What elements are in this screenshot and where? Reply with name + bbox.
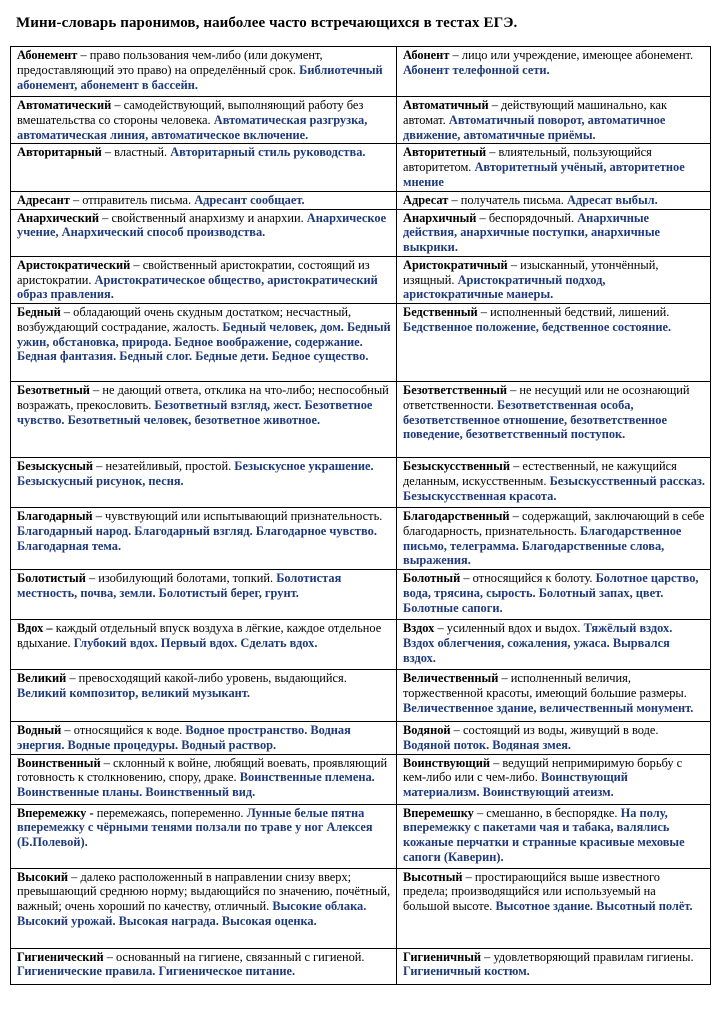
paronym-example: Анархическое учение, Анархический способ производства.	[17, 210, 387, 240]
paronym-cell-right	[397, 304, 711, 382]
paronym-example: Благодарный народ. Благодарный взгляд. Благодарное чувство. Благодарная тема.	[17, 523, 377, 553]
paronym-cell-right	[397, 948, 711, 984]
paronym-term: Водяной	[403, 723, 451, 737]
paronym-term: Бедный	[17, 305, 61, 319]
paronym-term: Адресат	[403, 192, 449, 207]
paronym-example: Автоматическая разгрузка, автоматическая линия, автоматическое включение.	[17, 112, 368, 142]
paronym-term: Анархичный	[403, 210, 477, 225]
paronym-definition: – обладающий очень скудным достатком; несчастный, возбуждающий сострадание, жалость.	[17, 305, 352, 334]
paronym-term: Болотистый	[17, 571, 86, 585]
paronym-definition: – естественный, не кажущийся деланным, искусственным.	[403, 459, 677, 488]
paronym-row	[11, 670, 711, 722]
paronym-cell-right	[397, 144, 711, 191]
paronym-example: Высотное здание. Высотный полёт.	[495, 899, 693, 913]
paronym-example: Аристократическое общество, аристократический образ правления.	[17, 272, 378, 302]
paronym-cell-right	[397, 97, 711, 144]
paronym-definition: – простирающийся выше известного предела; производящийся или используемый на большой высоте.	[403, 869, 660, 913]
paronym-cell-left	[11, 754, 397, 804]
paronym-definition: – чувствующий или испытывающий признательность.	[92, 509, 383, 523]
paronym-definition: – лицо или учреждение, имеющее абонемент.	[449, 48, 694, 62]
paronym-example: Благодарственное письмо, телеграмма. Благодарственные слова, выражения.	[403, 523, 682, 568]
paronym-example: Абонент телефонной сети.	[403, 62, 550, 77]
paronym-term: Абонемент	[17, 48, 78, 62]
paronym-term: Безыскусственный	[403, 459, 510, 473]
paronym-definition: – исполненный бедствий, лишений.	[477, 305, 670, 319]
paronym-row	[11, 458, 711, 508]
paronym-cell-left	[11, 382, 397, 458]
paronym-term: Аристократичный	[403, 257, 508, 272]
paronym-term: Вздох	[403, 621, 435, 635]
paronym-term: Воинствующий	[403, 755, 490, 770]
paronym-row	[11, 722, 711, 755]
paronym-definition: – незатейливый, простой.	[93, 459, 235, 473]
paronym-cell-left	[11, 256, 397, 303]
paronym-term: Автоматичный	[403, 98, 489, 112]
paronym-cell-left	[11, 508, 397, 570]
paronym-definition: – склонный к войне, любящий воевать, проявляющий готовность к столкновению, спору, драке.	[17, 755, 388, 785]
paronym-term: Авторитетный	[403, 145, 487, 160]
paronym-example: Лунные белые пятна вперемежку с чёрными тенями ползали по траве у ног Алексея (Б.Полевой).	[17, 805, 373, 849]
paronym-example: Адресат выбыл.	[566, 192, 658, 207]
paronym-example: Болотистая местность, почва, земли. Болотистый берег, грунт.	[17, 571, 342, 600]
paronym-definition: – превосходящий какой-либо уровень, выдающийся.	[66, 671, 347, 685]
paronym-example: Глубокий вдох. Первый вдох. Сделать вдох.	[73, 635, 318, 650]
paronym-cell-left	[11, 47, 397, 97]
paronym-example: Воинствующий материализм. Воинствующий атеизм.	[403, 770, 628, 799]
paronym-definition: – исполненный величия, торжественной красоты, имеющий большие размеры.	[403, 671, 687, 700]
paronym-row	[11, 620, 711, 670]
paronym-definition: – изысканный, утончённый, изящный.	[403, 257, 659, 287]
paronym-definition: – свойственный аристократии, состоящий из аристократии.	[17, 257, 370, 287]
paronym-example: На полу, вперемежку с пакетами чая и табака, валялись кожаные перчатки и странные красивые меховые сапоги (Каверин).	[403, 805, 685, 864]
paronym-row	[11, 948, 711, 984]
paronym-example: Авторитетный учёный, авторитетное мнение	[403, 160, 685, 189]
paronym-example: Безыскусное украшение. Безыскусный рисунок, песня.	[17, 459, 374, 488]
paronym-cell-right	[397, 209, 711, 256]
paronym-example: Авторитарный стиль руководства.	[170, 145, 366, 160]
paronym-term: Абонент	[403, 48, 450, 62]
paronym-definition: – отправитель письма.	[69, 192, 195, 207]
paronyms-table	[10, 46, 711, 985]
paronym-cell-left	[11, 948, 397, 984]
paronym-cell-right	[397, 256, 711, 303]
paronym-cell-left	[11, 191, 397, 209]
paronym-term: Бедственный	[403, 305, 478, 319]
paronym-definition: каждый отдельный впуск воздуха в лёгкие, каждое отдельное вдыхание.	[17, 621, 382, 650]
paronym-definition: – не несущий или не осознающий ответственности.	[403, 383, 690, 412]
paronym-example: Воинственные племена. Воинственные планы. Воинственный вид.	[17, 770, 375, 799]
paronym-term: Великий	[17, 671, 67, 685]
paronym-definition: перемежаясь, попеременно.	[93, 805, 247, 820]
paronym-definition: – право пользования чем-либо (или документ, предоставляющий это право) на определённый срок.	[17, 48, 323, 77]
paronym-cell-right	[397, 722, 711, 755]
paronym-row	[11, 508, 711, 570]
paronym-definition: – не дающий ответа, отклика на что-либо; неспособный возражать, прекословить.	[17, 383, 389, 412]
paronym-cell-left	[11, 209, 397, 256]
paronym-row	[11, 256, 711, 303]
paronyms-table-body	[11, 47, 711, 985]
paronym-cell-right	[397, 570, 711, 620]
paronym-term: Гигиеничный	[403, 949, 482, 964]
paronym-term: Безответственный	[403, 383, 508, 397]
paronym-definition: – ведущий непримиримую борьбу с кем-либо или с чем-либо.	[403, 755, 683, 785]
paronym-cell-right	[397, 508, 711, 570]
paronym-example: Тяжёлый вздох. Вздох облегчения, сожаления, ужаса. Вырвался вздох.	[403, 621, 673, 665]
paronym-term: Вперемежку -	[17, 805, 94, 820]
paronym-row	[11, 382, 711, 458]
paronym-term: Анархический	[17, 210, 100, 225]
paronym-cell-right	[397, 804, 711, 868]
paronym-row	[11, 804, 711, 868]
paronym-term: Автоматический	[17, 98, 112, 112]
paronym-example: Бедный человек, дом. Бедный ужин, обстановка, природа. Бедное воображение, содержание. Бедная фантазия. Бедный слог. Бедные дети. Бедное существо.	[17, 319, 391, 364]
paronym-cell-right	[397, 458, 711, 508]
paronym-definition: – влиятельный, пользующийся авторитетом.	[403, 145, 652, 174]
paronym-row	[11, 868, 711, 948]
paronym-term: Благодарственный	[403, 509, 510, 523]
paronym-cell-right	[397, 670, 711, 722]
paronym-definition: – изобилующий болотами, топкий.	[85, 571, 277, 585]
paronym-cell-left	[11, 722, 397, 755]
paronym-example: Анархичные действия, анархичные поступки, анархичные выкрики.	[403, 210, 660, 254]
paronym-term: Вдох –	[17, 621, 53, 635]
paronym-term: Безыскусный	[17, 459, 94, 473]
paronym-definition: – основанный на гигиене, связанный с гигиеной.	[103, 949, 365, 964]
paronym-definition: – самодействующий, выполняющий работу без вмешательства со стороны человека.	[17, 98, 364, 127]
paronym-row	[11, 191, 711, 209]
paronym-term: Безответный	[17, 383, 90, 397]
paronym-row	[11, 47, 711, 97]
paronym-cell-left	[11, 458, 397, 508]
paronym-row	[11, 209, 711, 256]
paronym-cell-right	[397, 868, 711, 948]
paronym-example: Гигиенические правила. Гигиеническое питание.	[17, 964, 296, 979]
paronym-definition: – относящийся к болоту.	[460, 571, 596, 585]
paronym-term: Вперемешку	[403, 805, 474, 820]
paronym-example: Водное пространство. Водная энергия. Водные процедуры. Водный раствор.	[17, 723, 351, 752]
paronym-example: Безответственная особа, безответственное отношение, безответственное поведение, безответственный поступок.	[403, 397, 667, 442]
paronym-definition: – получатель письма.	[448, 192, 567, 207]
paronym-example: Библиотечный абонемент, абонемент в бассейн.	[17, 62, 383, 92]
paronym-example: Безответный взгляд, жест. Безответное чувство. Безответный человек, безответное животное.	[17, 397, 373, 427]
paronym-example: Автоматичный поворот, автоматичное движение, автоматичные приёмы.	[403, 112, 666, 142]
paronym-example: Великий композитор, великий музыкант.	[17, 685, 251, 700]
page-title: Мини-словарь паронимов, наиболее часто встречающихся в тестах ЕГЭ.	[16, 15, 518, 31]
paronym-definition: – усиленный вдох и выдох.	[434, 621, 584, 635]
paronym-definition: – действующий машинально, как автомат.	[403, 98, 668, 127]
paronym-definition: – беспорядочный.	[476, 210, 578, 225]
paronym-cell-right	[397, 754, 711, 804]
paronym-cell-left	[11, 144, 397, 191]
paronym-example: Высокие облака. Высокий урожай. Высокая награда. Высокая оценка.	[17, 899, 367, 928]
paronym-term: Высотный	[403, 869, 463, 884]
paronym-term: Благодарный	[17, 509, 93, 523]
paronym-definition: – смешанно, в беспорядке.	[473, 805, 621, 820]
paronym-cell-left	[11, 804, 397, 868]
paronym-cell-right	[397, 47, 711, 97]
paronym-example: Водяной поток. Водяная змея.	[403, 737, 572, 752]
paronym-cell-right	[397, 382, 711, 458]
paronym-term: Адресант	[17, 192, 70, 207]
paronym-example: Аристократичный подход, аристократичные манеры.	[403, 272, 606, 302]
paronym-definition: – свойственный анархизму и анархии.	[99, 210, 307, 225]
paronym-row	[11, 97, 711, 144]
paronym-definition: – далеко расположенный в направлении снизу вверх; превышающий среднюю норму; выдающийся по значению, почётный, важный; очень хороший по качеству, отличный.	[17, 869, 391, 913]
paronym-term: Аристократический	[17, 257, 131, 272]
paronym-example: Безыскусственный рассказ. Безыскусственная красота.	[403, 473, 706, 503]
paronym-term: Высокий	[17, 869, 69, 884]
paronym-term: Воинственный	[17, 755, 101, 770]
paronym-term: Водный	[17, 723, 62, 737]
paronym-definition: – удовлетворяющий правилам гигиены.	[481, 949, 694, 964]
paronym-cell-left	[11, 620, 397, 670]
paronym-definition: – содержащий, заключающий в себе благодарность, признательность.	[403, 509, 705, 538]
paronym-cell-left	[11, 97, 397, 144]
paronym-row	[11, 754, 711, 804]
paronym-term: Болотный	[403, 571, 461, 585]
paronym-example: Гигиеничный костюм.	[403, 964, 530, 979]
paronym-term: Авторитарный	[17, 145, 102, 160]
paronym-example: Бедственное положение, бедственное состояние.	[403, 319, 672, 334]
paronym-example: Величественное здание, величественный монумент.	[403, 700, 694, 715]
paronym-cell-left	[11, 868, 397, 948]
paronym-term: Гигиенический	[17, 949, 104, 964]
paronym-example: Адресант сообщает.	[194, 192, 305, 207]
paronym-row	[11, 570, 711, 620]
paronym-definition: – относящийся к воде.	[61, 723, 186, 737]
paronym-definition: – властный.	[101, 145, 171, 160]
paronym-row	[11, 144, 711, 191]
paronym-cell-left	[11, 670, 397, 722]
paronym-row	[11, 304, 711, 382]
paronym-cell-right	[397, 620, 711, 670]
paronym-cell-left	[11, 304, 397, 382]
paronym-definition: – состоящий из воды, живущий в воде.	[450, 723, 659, 737]
paronym-example: Болотное царство, вода, трясина, сырость. Болотный запах, цвет. Болотные сапоги.	[403, 571, 699, 615]
paronym-cell-left	[11, 570, 397, 620]
paronym-cell-right	[397, 191, 711, 209]
paronym-term: Величественный	[403, 671, 499, 685]
